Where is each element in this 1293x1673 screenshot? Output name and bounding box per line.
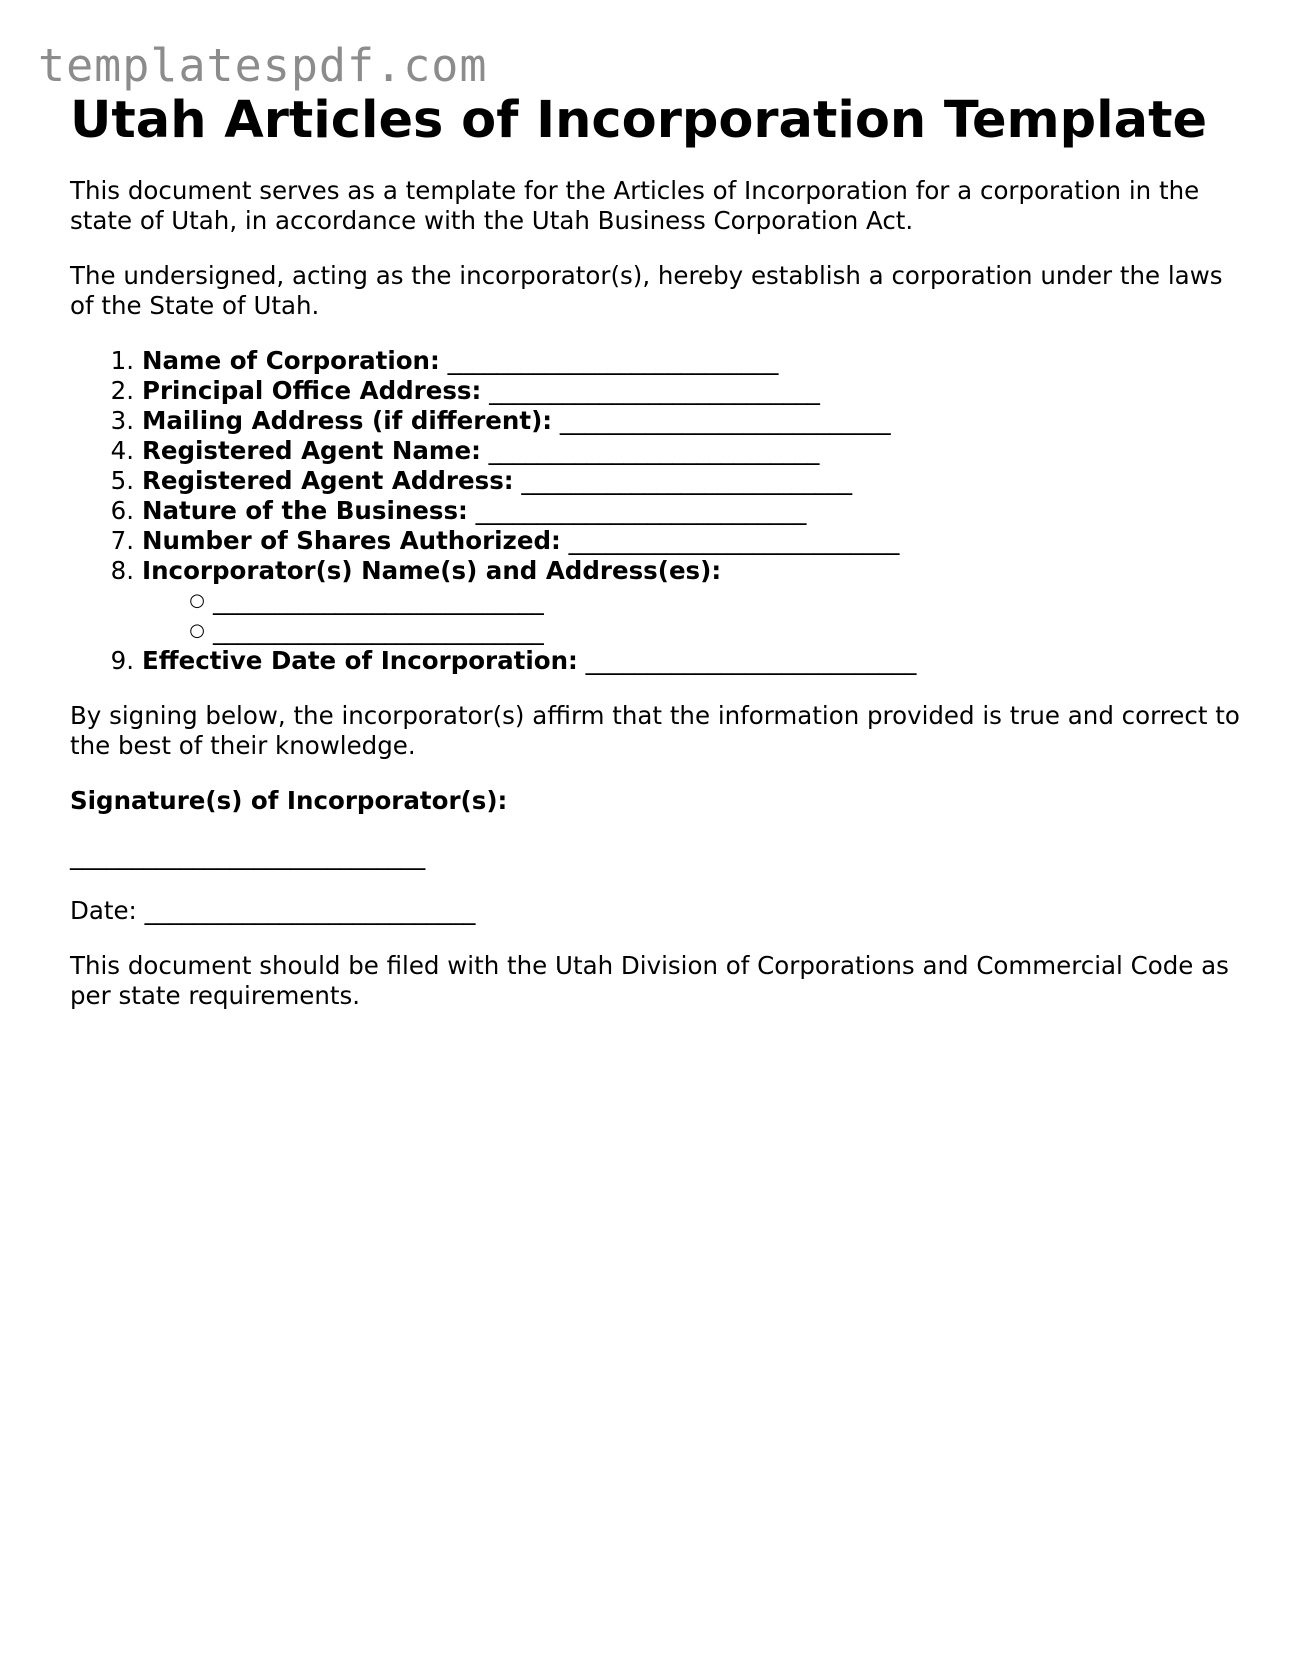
corporation-name-blank[interactable]: ___________________________ — [447, 346, 779, 375]
list-item-effective-date: 9. Effective Date of Incorporation: ___________________________ — [110, 646, 917, 675]
document-title: Utah Articles of Incorporation Template — [70, 91, 1208, 150]
watermark: templatespdf.com — [38, 39, 488, 92]
item-label: Registered Agent Name: — [142, 436, 481, 465]
item-label: Name of Corporation: — [142, 346, 440, 375]
item-label: Number of Shares Authorized: — [142, 526, 561, 555]
signature-heading: Signature(s) of Incorporator(s): — [70, 786, 508, 815]
date-line — [70, 896, 1250, 926]
incorporation-items-list — [70, 346, 1250, 676]
list-item-shares-authorized: 7. Number of Shares Authorized: ___________________________ — [110, 526, 900, 555]
intro-paragraph: This document serves as a template for the Articles of Incorporation for a corporation in the state of Utah, in accordance with the Utah Business Corporation Act. — [70, 176, 1200, 235]
agent-name-blank[interactable]: ___________________________ — [488, 436, 820, 465]
list-item-principal-office: 2. Principal Office Address: ___________________________ — [110, 376, 820, 405]
effective-date-blank[interactable]: ___________________________ — [585, 646, 917, 675]
closing-paragraph: This document should be filed with the Utah Division of Corporations and Commercial Code as per state requirements. — [70, 951, 1229, 1010]
list-item-mailing-address: 3. Mailing Address (if different): ___________________________ — [110, 406, 891, 435]
date-blank[interactable]: ___________________________ — [144, 896, 476, 925]
item-label: Nature of the Business: — [142, 496, 468, 525]
business-nature-blank[interactable]: ___________________________ — [475, 496, 807, 525]
list-item-agent-address: 5. Registered Agent Address: ___________________________ — [110, 466, 853, 495]
list-item-agent-name: 4. Registered Agent Name: ___________________________ — [110, 436, 820, 465]
signature-blank[interactable]: _____________________________ — [70, 841, 426, 870]
document-body — [70, 86, 1250, 1011]
circle-bullet-icon: ○ — [189, 590, 205, 611]
item-label: Mailing Address (if different): — [142, 406, 553, 435]
statement-paragraph: The undersigned, acting as the incorporator(s), hereby establish a corporation under the laws of the State of Utah. — [70, 261, 1223, 320]
sub-list-item — [70, 586, 1250, 616]
agent-address-blank[interactable]: ___________________________ — [521, 466, 853, 495]
shares-authorized-blank[interactable]: ___________________________ — [568, 526, 900, 555]
item-label: Registered Agent Address: — [142, 466, 514, 495]
sub-list-item — [70, 616, 1250, 646]
incorporator-1-blank[interactable]: ___________________________ — [213, 586, 544, 615]
item-label: Principal Office Address: — [142, 376, 482, 405]
list-item-incorporators: 8. Incorporator(s) Name(s) and Address(es): ○ ___________________________ ○ ___________________________ — [70, 556, 1250, 646]
list-item-business-nature: 6. Nature of the Business: ___________________________ — [110, 496, 807, 525]
affirmation-paragraph: By signing below, the incorporator(s) affirm that the information provided is true and correct to the best of their knowledge. — [70, 701, 1240, 760]
mailing-address-blank[interactable]: ___________________________ — [559, 406, 891, 435]
item-label: Incorporator(s) Name(s) and Address(es): — [142, 556, 722, 585]
incorporator-2-blank[interactable]: ___________________________ — [213, 616, 544, 645]
item-label: Effective Date of Incorporation: — [142, 646, 578, 675]
date-label: Date: — [70, 896, 137, 925]
circle-bullet-icon: ○ — [189, 620, 205, 641]
principal-office-blank[interactable]: ___________________________ — [489, 376, 820, 405]
incorporator-sublist — [70, 586, 1250, 646]
list-item-corporation-name: 1. Name of Corporation: ___________________________ — [110, 346, 779, 375]
